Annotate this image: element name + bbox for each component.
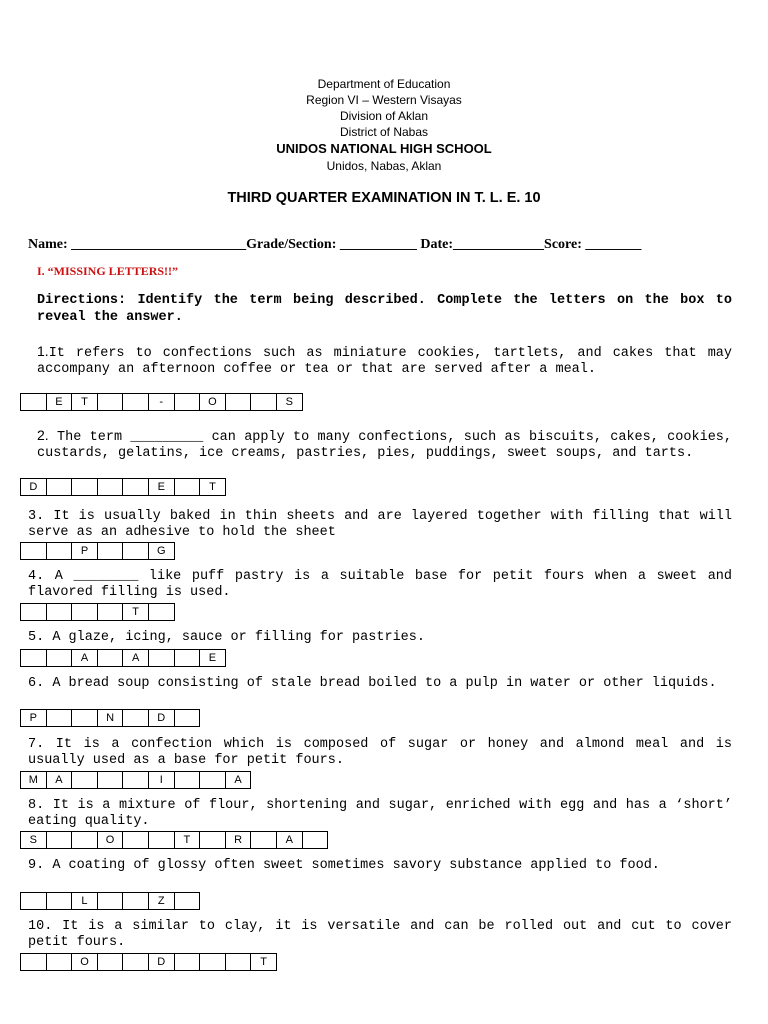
question-number: 5. bbox=[28, 630, 45, 645]
question-number: 6. bbox=[28, 676, 45, 691]
letter-box[interactable] bbox=[174, 771, 201, 789]
answer-boxes-5 bbox=[20, 649, 226, 666]
letter-box[interactable]: D bbox=[148, 953, 175, 971]
answer-boxes-2 bbox=[20, 478, 226, 495]
letter-box[interactable] bbox=[174, 649, 201, 667]
answer-boxes-3 bbox=[20, 542, 175, 559]
letter-box[interactable] bbox=[174, 953, 201, 971]
letter-box[interactable]: T bbox=[250, 953, 277, 971]
school-address: Unidos, Nabas, Aklan bbox=[326, 159, 442, 173]
student-info-row bbox=[28, 237, 748, 253]
question-text: It is a mixture of flour, shortening and sugar, enriched with egg and has a ‘short’ eating quality. bbox=[28, 798, 732, 829]
question-number: 7. bbox=[28, 737, 45, 752]
question-text: It is a confection which is composed of sugar or honey and almond meal and is usually used as a base for petit fours. bbox=[28, 737, 732, 768]
letter-box[interactable] bbox=[20, 393, 47, 411]
answer-boxes-4 bbox=[20, 603, 175, 620]
question-text: The term _________ can apply to many confections, such as biscuits, cakes, cookies, custards, gelatins, ice creams, pastries, pies, puddings, sweet soups, and tarts. bbox=[37, 430, 732, 461]
letter-box[interactable] bbox=[71, 603, 98, 621]
letter-box[interactable] bbox=[20, 649, 47, 667]
letter-box[interactable] bbox=[46, 953, 73, 971]
question-7 bbox=[28, 737, 732, 769]
letter-box[interactable] bbox=[199, 953, 226, 971]
letter-box[interactable]: D bbox=[148, 709, 175, 727]
question-4 bbox=[28, 569, 732, 601]
letter-box[interactable] bbox=[148, 603, 175, 621]
letter-box[interactable] bbox=[97, 542, 124, 560]
letter-box[interactable]: Z bbox=[148, 892, 175, 910]
letter-box[interactable] bbox=[122, 393, 149, 411]
question-number: 3. bbox=[28, 509, 45, 524]
letter-box[interactable]: T bbox=[174, 831, 201, 849]
letter-box[interactable] bbox=[174, 709, 201, 727]
letter-box[interactable]: S bbox=[276, 393, 303, 411]
letter-box[interactable] bbox=[71, 831, 98, 849]
letter-box[interactable]: A bbox=[46, 771, 73, 789]
letter-box[interactable] bbox=[71, 709, 98, 727]
answer-boxes-9 bbox=[20, 892, 200, 909]
name-field: Name: _________________________ bbox=[28, 237, 247, 252]
answer-boxes-1 bbox=[20, 393, 303, 410]
letter-box[interactable] bbox=[97, 393, 124, 411]
region-line: Region VI – Western Visayas bbox=[306, 93, 462, 107]
grade-section-field: Grade/Section: ___________ bbox=[246, 237, 417, 252]
answer-boxes-6 bbox=[20, 709, 200, 726]
letter-box[interactable] bbox=[97, 771, 124, 789]
letter-box[interactable] bbox=[71, 478, 98, 496]
letter-box[interactable] bbox=[46, 892, 73, 910]
letter-box[interactable] bbox=[20, 603, 47, 621]
question-8 bbox=[28, 798, 732, 830]
question-text: It is usually baked in thin sheets and are layered together with filling that will serve as an adhesive to hold the sheet bbox=[28, 509, 733, 540]
letter-box[interactable]: O bbox=[199, 393, 226, 411]
letter-box[interactable]: O bbox=[97, 831, 124, 849]
letter-box[interactable] bbox=[199, 771, 226, 789]
letter-box[interactable]: E bbox=[46, 393, 73, 411]
letter-box[interactable] bbox=[97, 649, 124, 667]
letterhead bbox=[0, 76, 768, 174]
division-line: Division of Aklan bbox=[339, 109, 429, 123]
question-number: 2. bbox=[37, 427, 49, 443]
letter-box[interactable] bbox=[71, 771, 98, 789]
letter-box[interactable] bbox=[46, 831, 73, 849]
letter-box[interactable]: O bbox=[71, 953, 98, 971]
answer-boxes-8 bbox=[20, 831, 328, 848]
question-number: 10. bbox=[28, 919, 53, 934]
letter-box[interactable]: T bbox=[71, 393, 98, 411]
letter-box[interactable]: A bbox=[225, 771, 252, 789]
school-name: UNIDOS NATIONAL HIGH SCHOOL bbox=[276, 141, 492, 156]
letter-box[interactable] bbox=[122, 478, 149, 496]
department-line: Department of Education bbox=[317, 77, 451, 91]
letter-box[interactable] bbox=[148, 831, 175, 849]
letter-box[interactable]: E bbox=[148, 478, 175, 496]
letter-box[interactable]: R bbox=[225, 831, 252, 849]
letter-box[interactable]: P bbox=[20, 709, 47, 727]
question-number: 8. bbox=[28, 798, 45, 813]
question-text: A bread soup consisting of stale bread boiled to a pulp in water or other liquids. bbox=[52, 676, 717, 691]
letter-box[interactable] bbox=[122, 542, 149, 560]
letter-box[interactable] bbox=[122, 709, 149, 727]
letter-box[interactable]: - bbox=[148, 393, 175, 411]
letter-box[interactable] bbox=[46, 478, 73, 496]
answer-boxes-7 bbox=[20, 771, 251, 788]
letter-box[interactable] bbox=[225, 953, 252, 971]
question-1 bbox=[37, 343, 732, 378]
letter-box[interactable]: T bbox=[122, 603, 149, 621]
letter-box[interactable]: E bbox=[199, 649, 226, 667]
letter-box[interactable] bbox=[20, 892, 47, 910]
letter-box[interactable]: A bbox=[122, 649, 149, 667]
letter-box[interactable] bbox=[225, 393, 252, 411]
letter-box[interactable] bbox=[174, 393, 201, 411]
question-text: A ________ like puff pastry is a suitable base for petit fours when a sweet and flavored filling is used. bbox=[28, 569, 732, 600]
question-number: 9. bbox=[28, 858, 45, 873]
question-6 bbox=[28, 676, 732, 692]
question-number: 4. bbox=[28, 569, 45, 584]
letter-box[interactable]: T bbox=[199, 478, 226, 496]
letter-box[interactable] bbox=[97, 603, 124, 621]
letter-box[interactable] bbox=[122, 953, 149, 971]
question-text: It refers to confections such as miniature cookies, tartlets, and cakes that may accompany an afternoon coffee or tea or that are served after a meal. bbox=[37, 346, 732, 377]
question-text: A coating of glossy often sweet sometimes savory substance applied to food. bbox=[52, 858, 660, 873]
letter-box[interactable] bbox=[302, 831, 329, 849]
part-title: I. “MISSING LETTERS!!” bbox=[37, 264, 179, 278]
letter-box[interactable] bbox=[46, 649, 73, 667]
score-field: Score: ________ bbox=[544, 237, 642, 252]
letter-box[interactable]: D bbox=[20, 478, 47, 496]
question-number: 1. bbox=[37, 343, 49, 359]
letter-box[interactable]: A bbox=[276, 831, 303, 849]
letter-box[interactable]: P bbox=[71, 542, 98, 560]
letter-box[interactable] bbox=[122, 892, 149, 910]
letter-box[interactable] bbox=[46, 603, 73, 621]
letter-box[interactable]: S bbox=[20, 831, 47, 849]
letter-box[interactable] bbox=[97, 478, 124, 496]
letter-box[interactable] bbox=[97, 953, 124, 971]
letter-box[interactable] bbox=[20, 953, 47, 971]
directions: Directions: Identify the term being described. Complete the letters on the box to reveal the answer. bbox=[37, 293, 732, 325]
question-3 bbox=[28, 509, 732, 541]
question-10 bbox=[28, 919, 732, 951]
question-9 bbox=[28, 858, 732, 874]
question-text: It is a similar to clay, it is versatile and can be rolled out and cut to cover petit fours. bbox=[28, 919, 732, 950]
district-line: District of Nabas bbox=[339, 125, 429, 139]
letter-box[interactable] bbox=[46, 709, 73, 727]
letter-box[interactable] bbox=[20, 542, 47, 560]
letter-box[interactable] bbox=[148, 649, 175, 667]
letter-box[interactable]: N bbox=[97, 709, 124, 727]
letter-box[interactable] bbox=[250, 393, 277, 411]
letter-box[interactable]: I bbox=[148, 771, 175, 789]
letter-box[interactable] bbox=[97, 892, 124, 910]
letter-box[interactable]: G bbox=[148, 542, 175, 560]
letter-box[interactable]: M bbox=[20, 771, 47, 789]
letter-box[interactable] bbox=[199, 831, 226, 849]
letter-box[interactable] bbox=[250, 831, 277, 849]
letter-box[interactable] bbox=[122, 831, 149, 849]
letter-box[interactable] bbox=[174, 478, 201, 496]
letter-box[interactable] bbox=[46, 542, 73, 560]
letter-box[interactable] bbox=[122, 771, 149, 789]
question-text: A glaze, icing, sauce or filling for pastries. bbox=[52, 630, 425, 645]
answer-boxes-10 bbox=[20, 953, 277, 970]
exam-title: THIRD QUARTER EXAMINATION IN T. L. E. 10 bbox=[227, 190, 541, 206]
letter-box[interactable]: L bbox=[71, 892, 98, 910]
letter-box[interactable]: A bbox=[71, 649, 98, 667]
letter-box[interactable] bbox=[174, 892, 201, 910]
question-5 bbox=[28, 630, 732, 646]
question-2 bbox=[37, 427, 732, 462]
date-field: Date:_____________ bbox=[420, 237, 545, 252]
